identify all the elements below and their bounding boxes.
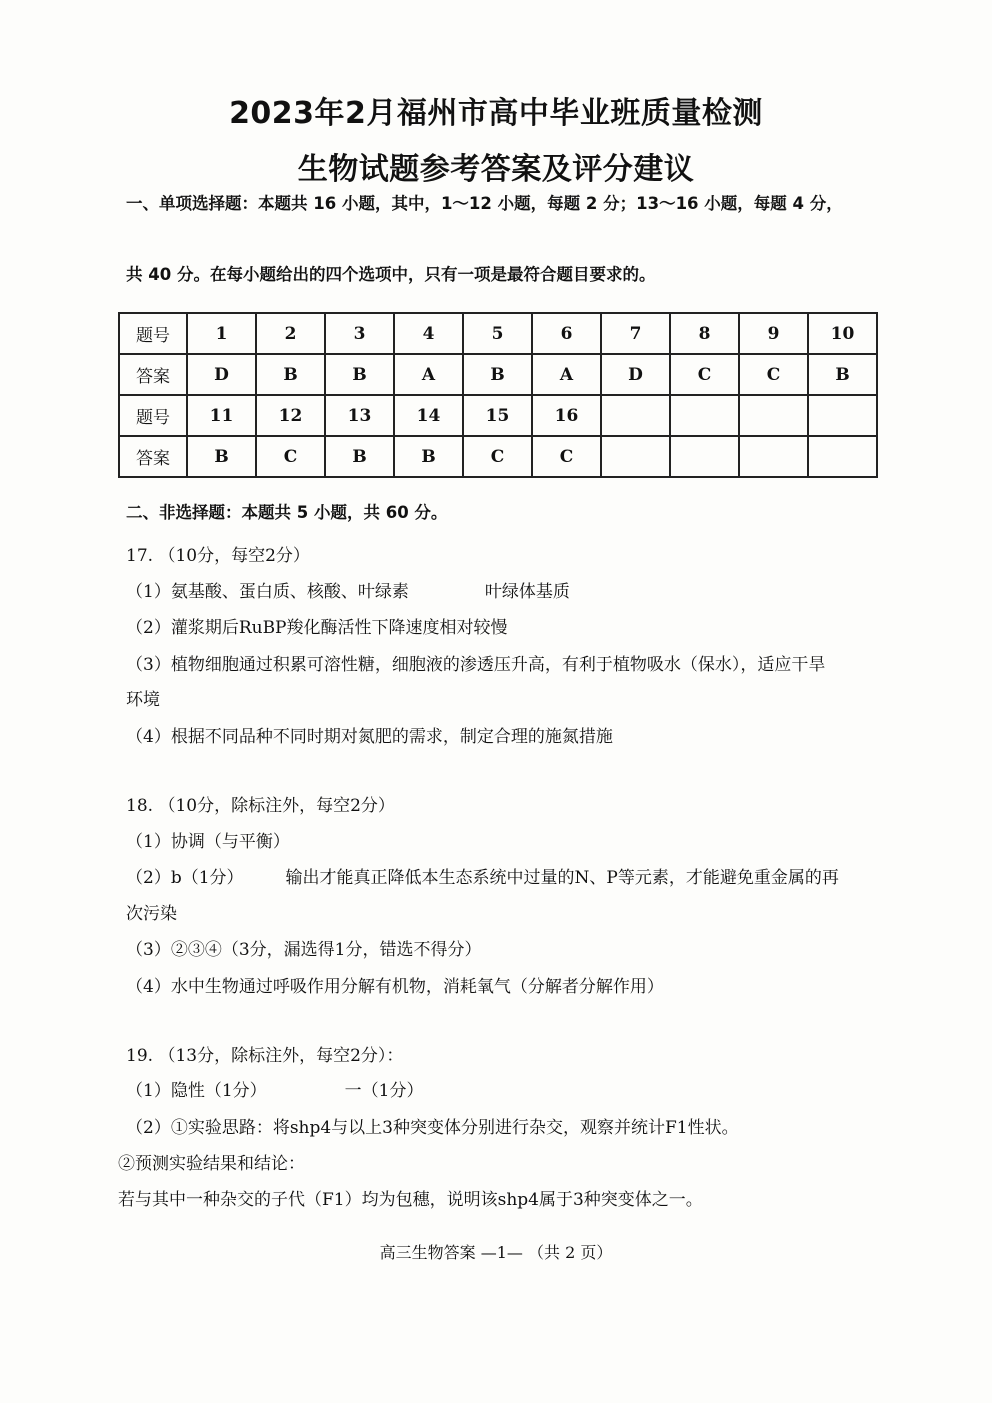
table-cell: 16 bbox=[532, 395, 601, 436]
table-cell: 11 bbox=[187, 395, 256, 436]
table-cell: B bbox=[325, 436, 394, 477]
table-cell bbox=[670, 395, 739, 436]
q19-answer-1 bbox=[126, 1076, 912, 1101]
table-cell: B bbox=[808, 354, 877, 395]
q17-header: 17. （10分，每空2分） bbox=[126, 546, 310, 566]
label-answer: 答案 bbox=[119, 436, 187, 477]
q17-answer-1b: 叶绿体基质 bbox=[484, 582, 570, 602]
table-cell: 2 bbox=[256, 313, 325, 354]
section1-intro-line1: 一、单项选择题：本题共 16 小题，其中，1～12 小题，每题 2 分；13～16 小题，每题 4 分， bbox=[126, 194, 843, 213]
table-cell: B bbox=[256, 354, 325, 395]
table-row-answers-1 bbox=[119, 354, 877, 395]
table-cell bbox=[601, 436, 670, 477]
q18-answer-2b: 输出才能真正降低本生态系统中过量的N、P等元素，才能避免重金属的再 bbox=[285, 868, 839, 888]
label-number: 题号 bbox=[119, 395, 187, 436]
table-cell: C bbox=[256, 436, 325, 477]
q19-answer-2-result: 若与其中一种杂交的子代（F1）均为包穗，说明该shp4属于3种突变体之一。 bbox=[118, 1190, 703, 1210]
table-cell: B bbox=[394, 436, 463, 477]
table-cell: 14 bbox=[394, 395, 463, 436]
table-cell: 8 bbox=[670, 313, 739, 354]
table-cell: A bbox=[394, 354, 463, 395]
table-cell: 7 bbox=[601, 313, 670, 354]
table-cell: C bbox=[532, 436, 601, 477]
table-cell: 5 bbox=[463, 313, 532, 354]
table-cell bbox=[670, 436, 739, 477]
section1-intro-line2: 共 40 分。在每小题给出的四个选项中，只有一项是最符合题目要求的。 bbox=[126, 265, 656, 284]
label-answer: 答案 bbox=[119, 354, 187, 395]
table-cell: 12 bbox=[256, 395, 325, 436]
q17-answer-1a: （1）氨基酸、蛋白质、核酸、叶绿素 bbox=[126, 582, 409, 602]
table-cell: 1 bbox=[187, 313, 256, 354]
q17-answer-3-line2: 环境 bbox=[126, 690, 160, 710]
q18-answer-2 bbox=[126, 863, 912, 888]
table-cell bbox=[808, 436, 877, 477]
table-cell: A bbox=[532, 354, 601, 395]
table-cell: D bbox=[187, 354, 256, 395]
q17-answer-1 bbox=[126, 577, 912, 602]
table-cell: C bbox=[670, 354, 739, 395]
table-cell bbox=[739, 436, 808, 477]
table-cell bbox=[601, 395, 670, 436]
q18-answer-3: （3）②③④（3分，漏选得1分，错选不得分） bbox=[126, 940, 482, 960]
q18-answer-1: （1）协调（与平衡） bbox=[126, 832, 290, 852]
table-cell: 4 bbox=[394, 313, 463, 354]
table-cell: B bbox=[325, 354, 394, 395]
table-cell: C bbox=[463, 436, 532, 477]
table-cell bbox=[739, 395, 808, 436]
page-footer: 高三生物答案 —1— （共 2 页） bbox=[379, 1243, 613, 1262]
table-cell: 15 bbox=[463, 395, 532, 436]
table-row-numbers-2 bbox=[119, 395, 877, 436]
section2-intro: 二、非选择题：本题共 5 小题，共 60 分。 bbox=[126, 503, 448, 522]
q18-header: 18. （10分，除标注外，每空2分） bbox=[126, 796, 395, 816]
q17-answer-3-line1: （3）植物细胞通过积累可溶性糖，细胞液的渗透压升高，有利于植物吸水（保水），适应干旱 bbox=[126, 655, 826, 675]
table-cell: 6 bbox=[532, 313, 601, 354]
q17-answer-4: （4）根据不同品种不同时期对氮肥的需求，制定合理的施氮措施 bbox=[126, 727, 613, 747]
table-cell: B bbox=[187, 436, 256, 477]
answer-table bbox=[118, 312, 878, 478]
table-cell: B bbox=[463, 354, 532, 395]
q19-answer-2: （2）①实验思路：将shp4与以上3种突变体分别进行杂交，观察并统计F1性状。 bbox=[126, 1118, 739, 1138]
q18-answer-4: （4）水中生物通过呼吸作用分解有机物，消耗氧气（分解者分解作用） bbox=[126, 977, 664, 997]
table-cell bbox=[808, 395, 877, 436]
q19-answer-1b: 一（1分） bbox=[344, 1081, 424, 1101]
label-number: 题号 bbox=[119, 313, 187, 354]
q19-header: 19. （13分，除标注外，每空2分）： bbox=[126, 1046, 404, 1066]
table-row-answers-2 bbox=[119, 436, 877, 477]
q19-answer-1a: （1）隐性（1分） bbox=[126, 1081, 267, 1101]
q17-answer-2: （2）灌浆期后RuBP羧化酶活性下降速度相对较慢 bbox=[126, 618, 508, 638]
table-row-numbers-1 bbox=[119, 313, 877, 354]
q18-answer-2a: （2）b（1分） bbox=[126, 868, 244, 888]
table-cell: 3 bbox=[325, 313, 394, 354]
title-line-1: 2023年2月福州市高中毕业班质量检测 bbox=[229, 96, 763, 131]
title-line-2: 生物试题参考答案及评分建议 bbox=[297, 152, 695, 187]
q19-answer-2-sub: ②预测实验结果和结论： bbox=[118, 1154, 305, 1174]
table-cell: 10 bbox=[808, 313, 877, 354]
q18-answer-2-line2: 次污染 bbox=[126, 904, 177, 924]
table-cell: C bbox=[739, 354, 808, 395]
table-cell: 13 bbox=[325, 395, 394, 436]
table-cell: D bbox=[601, 354, 670, 395]
table-cell: 9 bbox=[739, 313, 808, 354]
